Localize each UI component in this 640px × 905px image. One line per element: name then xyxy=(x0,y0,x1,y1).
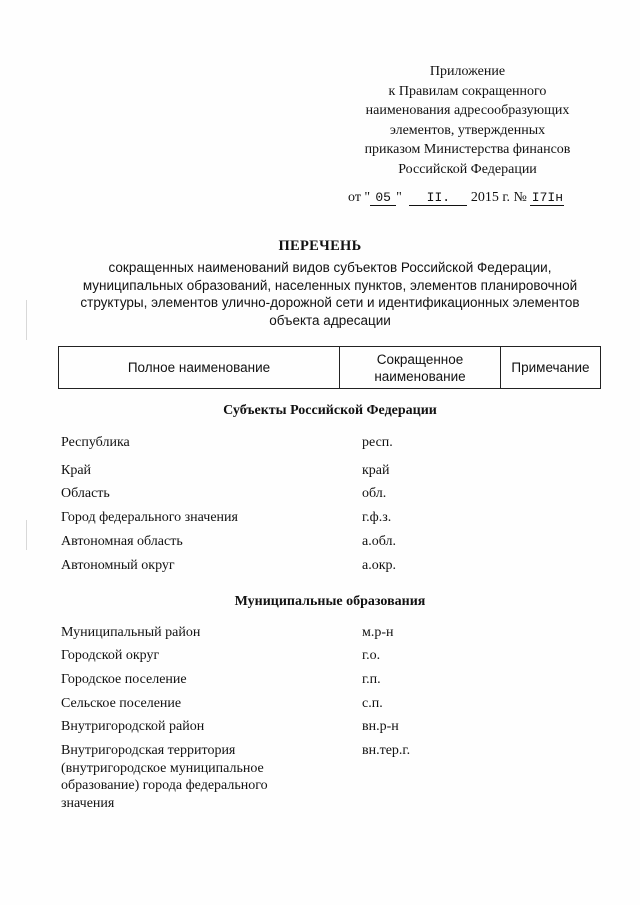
list-item-short: а.окр. xyxy=(362,558,397,573)
appendix-line: приказом Министерства финансов xyxy=(364,142,571,157)
document-subtitle xyxy=(60,259,600,329)
scan-edge-mark xyxy=(26,300,27,340)
list-item-full: Внутригородской район xyxy=(61,719,205,734)
order-number: I7Iн xyxy=(531,190,564,205)
subtitle-line: муниципальных образований, населенных пунктов, элементов планировочной xyxy=(82,277,578,293)
appendix-header xyxy=(330,62,605,179)
list-item-short: край xyxy=(362,463,390,478)
column-note: Примечание xyxy=(501,347,601,389)
document-title: ПЕРЕЧЕНЬ xyxy=(278,238,362,254)
appendix-line: наименования адресообразующих xyxy=(365,103,570,118)
table-header xyxy=(58,346,601,389)
list-item-full-line: (внутригородское муниципальное xyxy=(61,760,264,776)
list-item-short: г.п. xyxy=(362,672,381,687)
appendix-line: Приложение xyxy=(429,64,506,79)
list-item-full-line: значения xyxy=(61,795,115,811)
list-item-short: м.р-н xyxy=(362,625,394,640)
subtitle-line: сокращенных наименований видов субъектов Российской Федерации, xyxy=(108,260,552,275)
list-item-full: Автономный округ xyxy=(61,558,175,573)
list-item-short: обл. xyxy=(362,486,387,501)
list-item-short: вн.р-н xyxy=(362,719,399,734)
list-item-short: г.ф.з. xyxy=(362,510,392,525)
column-short-name-line: наименование xyxy=(374,368,466,384)
order-month: II. xyxy=(409,191,467,206)
list-item-short: г.о. xyxy=(362,648,381,663)
list-item-full: Городское поселение xyxy=(61,672,187,687)
subtitle-line: структуры, элементов улично-дорожной сети и идентификационных элементов xyxy=(80,295,580,310)
list-item-short: вн.тер.г. xyxy=(362,743,411,758)
section-title: Субъекты Российской Федерации xyxy=(223,403,437,418)
list-item-full: Городской округ xyxy=(61,648,160,663)
list-item-full: Республика xyxy=(61,435,130,450)
list-item-full-multiline xyxy=(61,742,331,812)
column-full-name: Полное наименование xyxy=(59,347,340,389)
order-day: 05 xyxy=(370,191,396,206)
list-item-full: Город федерального значения xyxy=(61,510,238,525)
list-item-full: Край xyxy=(61,463,92,478)
list-item-full-line: образование) города федерального xyxy=(61,778,268,793)
order-date-line xyxy=(348,190,564,206)
order-year-text: 2015 г. № xyxy=(470,190,527,205)
list-item-short: респ. xyxy=(362,435,393,450)
date-prefix: от " xyxy=(348,190,371,205)
column-short-name-line: Сокращенное xyxy=(376,351,464,367)
column-short-name xyxy=(340,347,501,389)
subtitle-line: объекта адресации xyxy=(269,312,391,328)
appendix-line: Российской Федерации xyxy=(398,161,537,177)
list-item-short: с.п. xyxy=(362,696,383,711)
date-quote: " xyxy=(396,190,402,205)
appendix-line: к Правилам сокращенного xyxy=(388,83,547,99)
scan-edge-mark xyxy=(26,520,27,550)
list-item-full-line: Внутригородская территория xyxy=(61,743,236,758)
list-item-short: а.обл. xyxy=(362,534,396,549)
list-item-full: Сельское поселение xyxy=(61,696,182,711)
list-item-full: Муниципальный район xyxy=(61,625,201,640)
section-title: Муниципальные образования xyxy=(234,594,426,609)
list-item-full: Область xyxy=(61,486,110,501)
list-item-full: Автономная область xyxy=(61,534,183,549)
appendix-line: элементов, утвержденных xyxy=(389,122,546,138)
